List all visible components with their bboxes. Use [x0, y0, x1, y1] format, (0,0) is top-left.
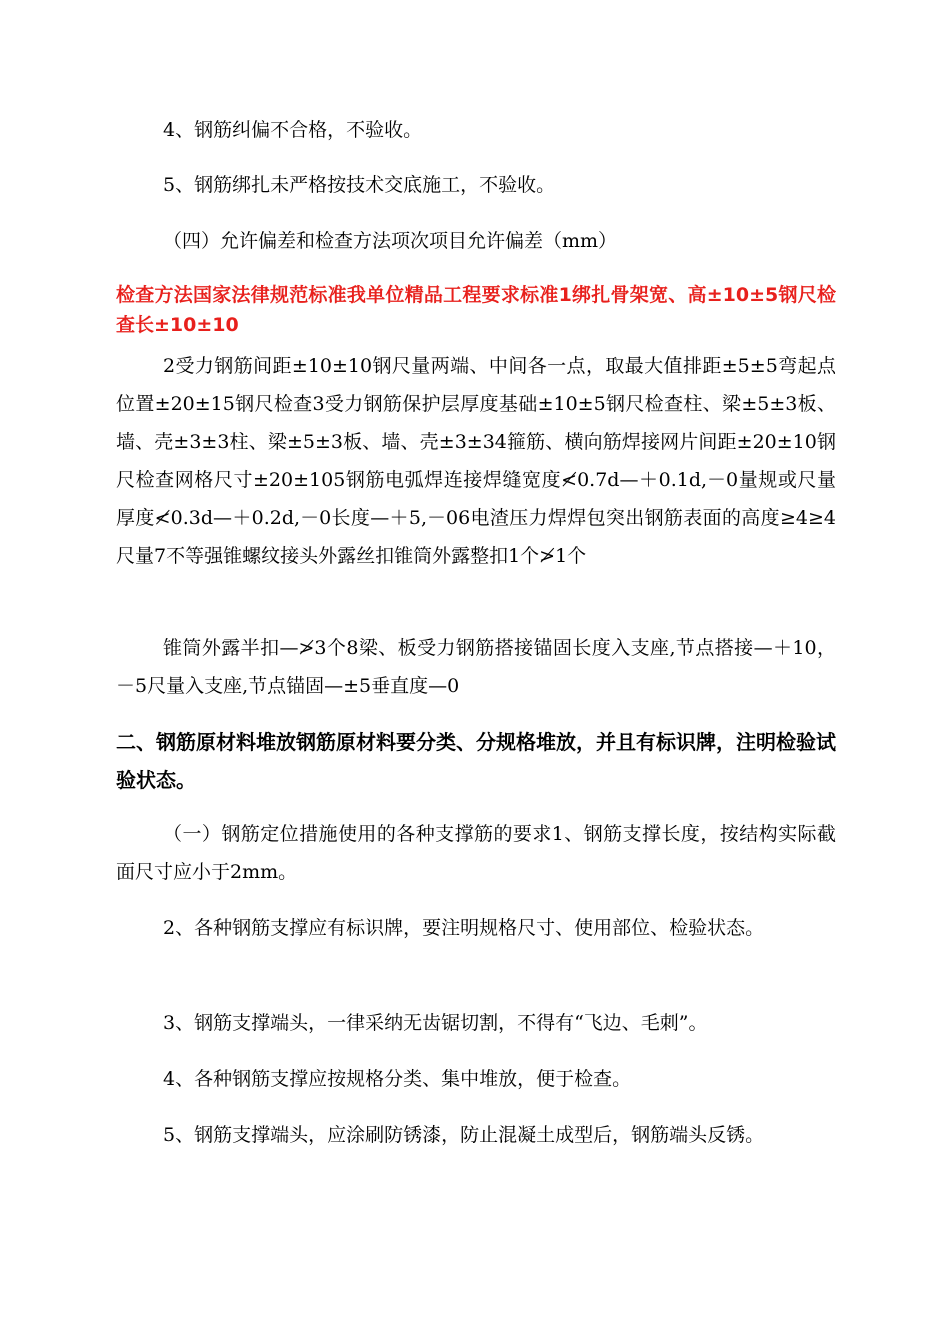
paragraph-support-bar-requirements: （一）钢筋定位措施使用的各种支撑筋的要求1、钢筋支撑长度，按结构实际截面尺寸应小于2mm。 [116, 823, 836, 883]
paragraph-support-antirust: 5、钢筋支撑端头，应涂刷防锈漆，防止混凝土成型后，钢筋端头反锈。 [163, 1124, 765, 1146]
highlighted-heading-inspection-methods: 检查方法国家法律规范标准我单位精品工程要求标准1绑扎骨架宽、高±10±5钢尺检查长±10±10 [116, 284, 836, 336]
paragraph-support-cutting: 3、钢筋支撑端头，一律采纳无齿锯切割，不得有“飞边、毛刺”。 [163, 1012, 708, 1034]
paragraph-section-tolerance: （四）允许偏差和检查方法项次项目允许偏差（mm） [163, 230, 618, 252]
paragraph-support-stacking: 4、各种钢筋支撑应按规格分类、集中堆放，便于检查。 [163, 1068, 632, 1090]
paragraph-support-identification: 2、各种钢筋支撑应有标识牌，要注明规格尺寸、使用部位、检验状态。 [163, 917, 765, 939]
paragraph-item-5-rebar-binding: 5、钢筋绑扎未严格按技术交底施工，不验收。 [163, 174, 556, 196]
paragraph-item-4-rebar-correction: 4、钢筋纠偏不合格，不验收。 [163, 119, 423, 141]
paragraph-sleeve-half-thread: 锥筒外露半扣—≯3个8梁、板受力钢筋搭接锚固长度入支座,节点搭接—＋10，－5尺量入支座,节点锚固—±5垂直度—0 [116, 637, 836, 697]
section-heading-raw-material-storage: 二、钢筋原材料堆放钢筋原材料要分类、分规格堆放，并且有标识牌，注明检验试验状态。 [116, 730, 836, 792]
paragraph-tolerance-table-text: 2受力钢筋间距±10±10钢尺量两端、中间各一点，取最大值排距±5±5弯起点位置±20±15钢尺检查3受力钢筋保护层厚度基础±10±5钢尺检查柱、梁±5±3板、墙、壳±3±3柱、梁±5±3板、墙、壳±3±34箍筋、横向筋焊接网片间距±20±10钢尺检查网格尺寸±20±105钢筋电弧焊连接焊缝宽度≮0.7d—＋0.1d,－0量规或尺量厚度≮0.3d—＋0.2d,－0长度—＋5,－06电渣压力焊焊包突出钢筋表面的高度≥4≥4尺量7不等强锥螺纹接头外露丝扣锥筒外露整扣1个≯1个 [116, 355, 836, 567]
